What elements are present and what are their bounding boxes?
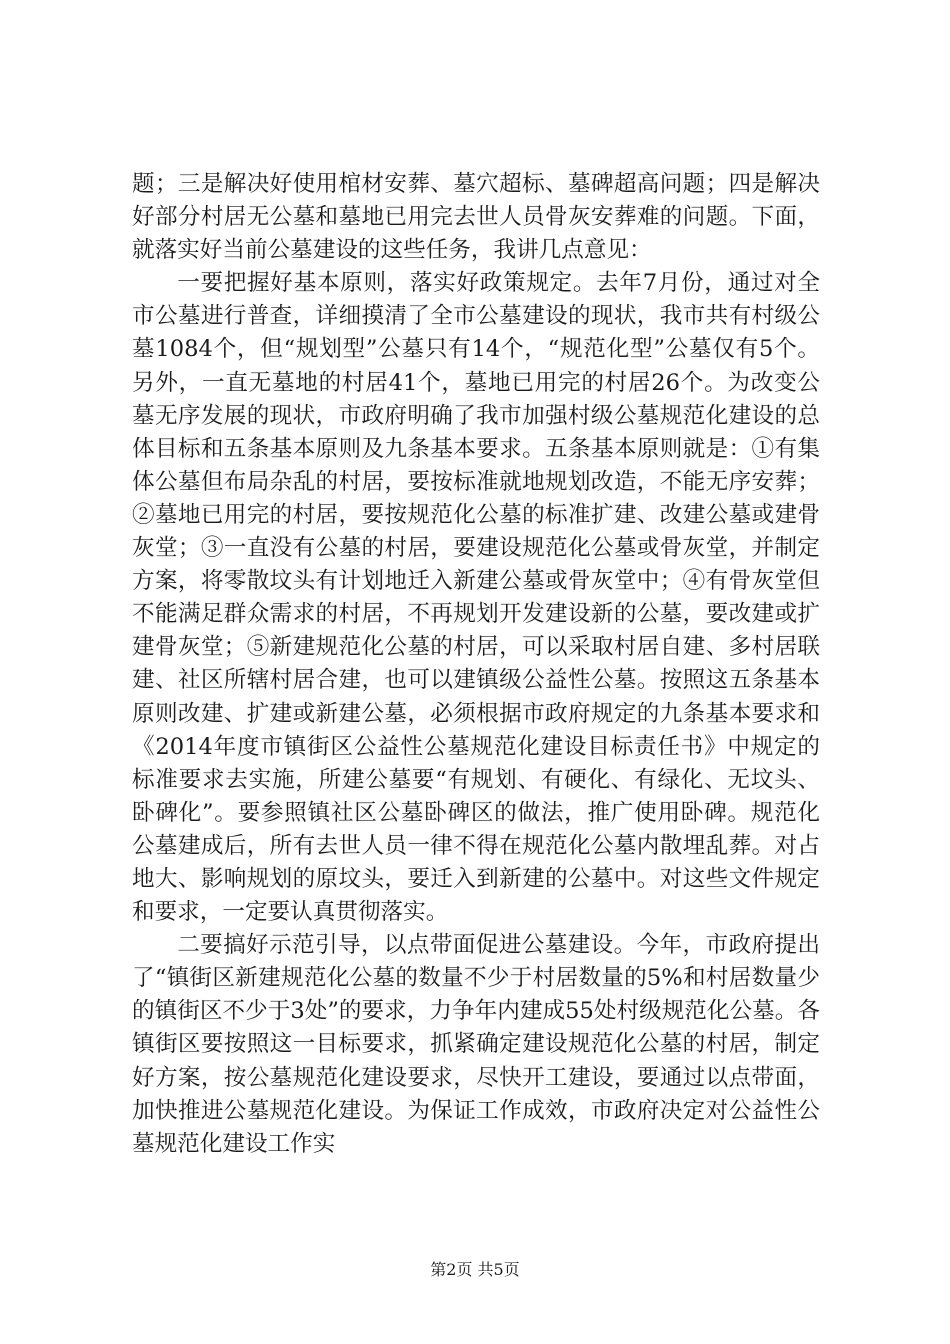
- document-body: [132, 168, 820, 1161]
- paragraph-3: 二要搞好示范引导，以点带面促进公墓建设。今年，市政府提出了“镇街区新建规范化公墓的数量不少于村居数量的5%和村居数量少的镇街区不少于3处”的要求，力争年内建成55处村级规范化公墓。各镇街区要按照这一目标要求，抓紧确定建设规范化公墓的村居，制定好方案，按公墓规范化建设要求，尽快开工建设，要通过以点带面，加快推进公墓规范化建设。为保证工作成效，市政府决定对公益性公墓规范化建设工作实: [132, 932, 820, 1157]
- paragraph-2: 一要把握好基本原则，落实好政策规定。去年7月份，通过对全市公墓进行普查，详细摸清了全市公墓建设的现状，我市共有村级公墓1084个，但“规划型”公墓只有14个，“规范化型”公墓仅有5个。另外，一直无墓地的村居41个，墓地已用完的村居26个。为改变公墓无序发展的现状，市政府明确了我市加强村级公墓规范化建设的总体目标和五条基本原则及九条基本要求。五条基本原则就是：①有集体公墓但布局杂乱的村居，要按标准就地规划改造，不能无序安葬；②墓地已用完的村居，要按规范化公墓的标准扩建、改建公墓或建骨灰堂；③一直没有公墓的村居，要建设规范化公墓或骨灰堂，并制定方案，将零散坟头有计划地迁入新建公墓或骨灰堂中；④有骨灰堂但不能满足群众需求的村居，不再规划开发建设新的公墓，要改建或扩建骨灰堂；⑤新建规范化公墓的村居，可以采取村居自建、多村居联建、社区所辖村居合建，也可以建镇级公益性公墓。按照这五条基本原则改建、扩建或新建公墓，必须根据市政府规定的九条基本要求和《2014年度市镇街区公益性公墓规范化建设目标责任书》中规定的标准要求去实施，所建公墓要“有规划、有硬化、有绿化、无坟头、卧碑化”。要参照镇社区公墓卧碑区的做法，推广使用卧碑。规范化公墓建成后，所有去世人员一律不得在规范化公墓内散埋乱葬。对占地大、影响规划的原坟头，要迁入到新建的公墓中。对这些文件规定和要求，一定要认真贯彻落实。: [132, 270, 820, 926]
- paragraph-1: 题；三是解决好使用棺材安葬、墓穴超标、墓碑超高问题；四是解决好部分村居无公墓和墓地已用完去世人员骨灰安葬难的问题。下面，就落实好当前公墓建设的这些任务，我讲几点意见：: [132, 171, 820, 264]
- page-footer: [0, 1260, 950, 1280]
- page-indicator: 第2页 共5页: [430, 1260, 520, 1279]
